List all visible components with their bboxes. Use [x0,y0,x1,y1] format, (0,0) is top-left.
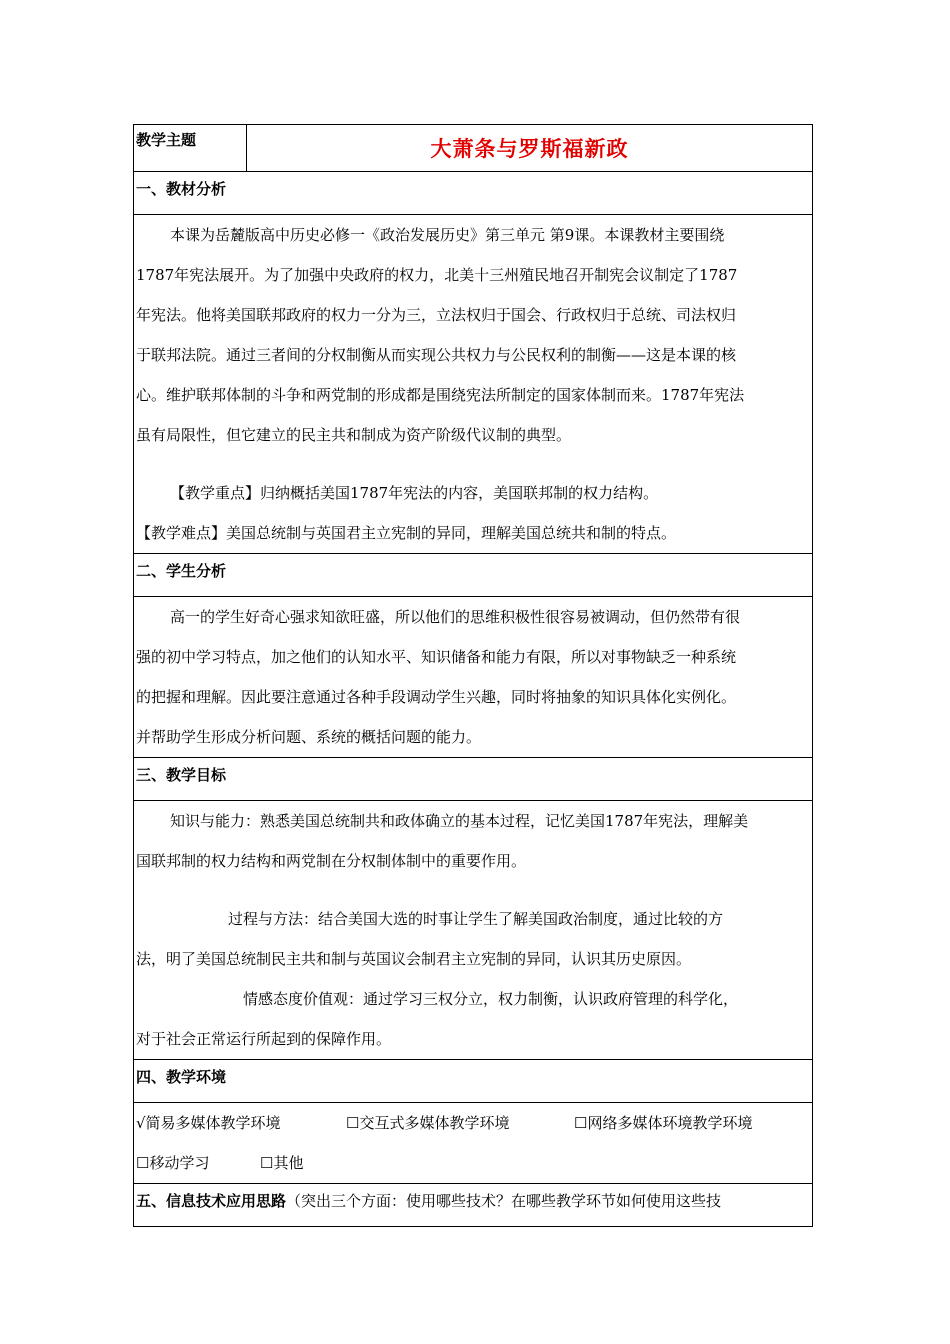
s2-line: 的把握和理解。因此要注意通过各种手段调动学生兴趣，同时将抽象的知识具体化实例化。 [136,688,737,706]
section-1-body [134,215,813,554]
s2-line: 强的初中学习特点，加之他们的认知水平、知识储备和能力有限，所以对事物缺乏一种系统 [136,648,737,666]
s1-line: 本课为岳麓版高中历史必修一《政治发展历史》第三单元 第9课。本课教材主要围绕 [170,226,725,244]
env-option-interactive-multimedia[interactable]: ☐交互式多媒体教学环境 [346,1114,510,1132]
s1-line: 心。维护联邦体制的斗争和两党制的形成都是围绕宪法所制定的国家体制而来。1787年宪法 [136,386,745,404]
s3-knowledge-line: 知识与能力：熟悉美国总统制共和政体确立的基本过程，记忆美国1787年宪法，理解美 [170,812,749,830]
section-5-heading [134,1184,813,1227]
s2-line: 高一的学生好奇心强求知欲旺盛，所以他们的思维积极性很容易被调动，但仍然带有很 [170,608,741,626]
section-1-heading: 一、教材分析 [134,172,813,215]
s3-process-line: 过程与方法：结合美国大选的时事让学生了解美国政治制度，通过比较的方 [228,910,724,928]
s1-line: 年宪法。他将美国联邦政府的权力一分为三，立法权归于国会、行政权归于总统、司法权归 [136,306,737,324]
header-row [134,125,813,172]
section-4-heading: 四、教学环境 [134,1060,813,1103]
section-3-body [134,801,813,1060]
section-3-heading: 三、教学目标 [134,758,813,801]
env-option-simple-multimedia[interactable]: √简易多媒体教学环境 [136,1114,281,1132]
difficulty-point: 【教学难点】美国总统制与英国君主立宪制的异同，理解美国总统共和制的特点。 [136,524,677,542]
section-4-body [134,1103,813,1184]
section-2-body [134,597,813,758]
s3-knowledge-line: 国联邦制的权力结构和两党制在分权制体制中的重要作用。 [136,852,527,870]
s1-line: 于联邦法院。通过三者间的分权制衡从而实现公共权力与公民权利的制衡——这是本课的核 [136,346,737,364]
env-options-row-2 [136,1143,812,1183]
env-option-other[interactable]: ☐其他 [260,1154,304,1172]
s3-attitude-line: 对于社会正常运行所起到的保障作用。 [136,1030,392,1048]
s3-process-line: 法，明了美国总统制民主共和制与英国议会制君主立宪制的异同，认识其历史原因。 [136,950,692,968]
env-option-mobile-learning[interactable]: ☐移动学习 [136,1154,210,1172]
topic-title: 大萧条与罗斯福新政 [430,136,629,161]
section-5-heading-bold: 五、信息技术应用思路 [136,1192,287,1210]
topic-label: 教学主题 [134,125,247,172]
s1-line: 1787年宪法展开。为了加强中央政府的权力，北美十三州殖民地召开制宪会议制定了1787 [136,266,738,284]
topic-title-cell [247,125,813,172]
s1-line: 虽有局限性，但它建立的民主共和制成为资产阶级代议制的典型。 [136,426,572,444]
section-5-heading-note: （突出三个方面：使用哪些技术？在哪些教学环节如何使用这些技 [286,1192,722,1210]
s2-line: 并帮助学生形成分析问题、系统的概括问题的能力。 [136,728,482,746]
section-2-heading: 二、学生分析 [134,554,813,597]
key-point: 【教学重点】归纳概括美国1787年宪法的内容，美国联邦制的权力结构。 [170,484,659,502]
s3-attitude-line: 情感态度价值观：通过学习三权分立，权力制衡，认识政府管理的科学化， [243,990,739,1008]
env-options-row-1 [136,1103,812,1143]
env-option-network-multimedia[interactable]: ☐网络多媒体环境教学环境 [574,1114,753,1132]
lesson-plan-table [133,124,813,1227]
